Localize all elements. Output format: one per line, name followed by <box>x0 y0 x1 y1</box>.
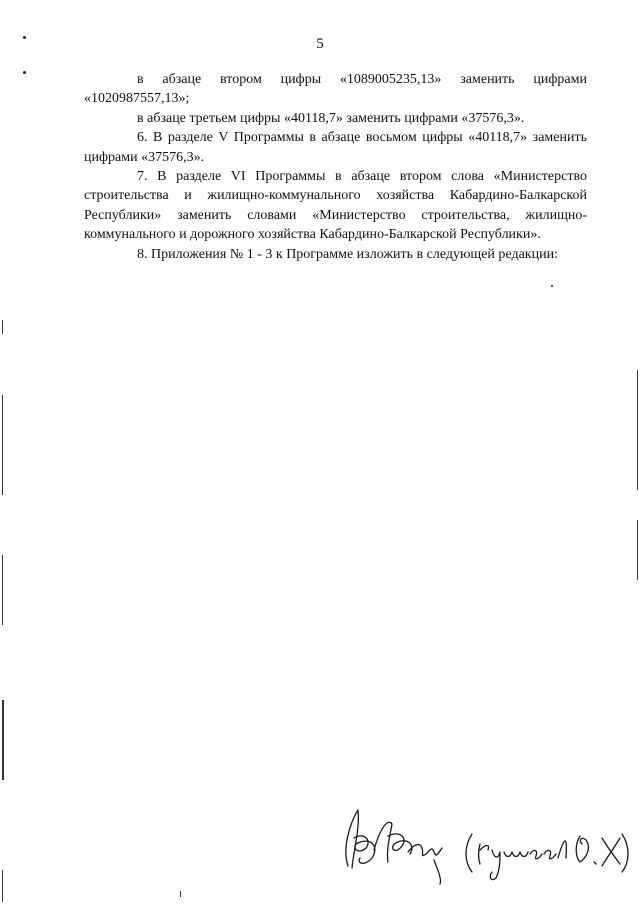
handwritten-signature <box>330 788 630 888</box>
scan-mark <box>23 71 26 74</box>
page-number: 5 <box>316 36 324 52</box>
scan-edge-line <box>2 700 4 780</box>
scan-edge-line <box>637 370 638 490</box>
scan-edge-line <box>180 891 181 897</box>
scan-edge-line <box>2 320 3 334</box>
paragraph-amendment-6: 6. В разделе V Программы в абзаце восьмом цифры «40118,7» заменить цифрами «37576,3». <box>84 130 587 165</box>
document-body <box>84 70 587 264</box>
scan-edge-line <box>2 870 3 902</box>
scan-edge-line <box>637 520 638 580</box>
paragraph-amendment-7: 7. В разделе VI Программы в абзаце втором слова «Министерство строительства и жилищно-коммунального хозяйства Кабардино-Балкарской Республики» заменить словами «Министерство строительства, жилищно-коммунального и дорожного хозяйства Кабардино-Балкарской Республики». <box>84 169 587 243</box>
scan-edge-line <box>2 555 3 625</box>
paragraph-amendment-2: в абзаце третьем цифры «40118,7» заменить цифрами «37576,3». <box>137 110 525 126</box>
scan-edge-line <box>2 395 3 495</box>
paragraph-amendment-1: в абзаце втором цифры «1089005235,13» заменить цифрами «1020987557,13»; <box>84 72 587 107</box>
paragraph-amendment-8: 8. Приложения № 1 - 3 к Программе изложить в следующей редакции: <box>137 246 558 262</box>
scan-mark <box>551 285 553 287</box>
